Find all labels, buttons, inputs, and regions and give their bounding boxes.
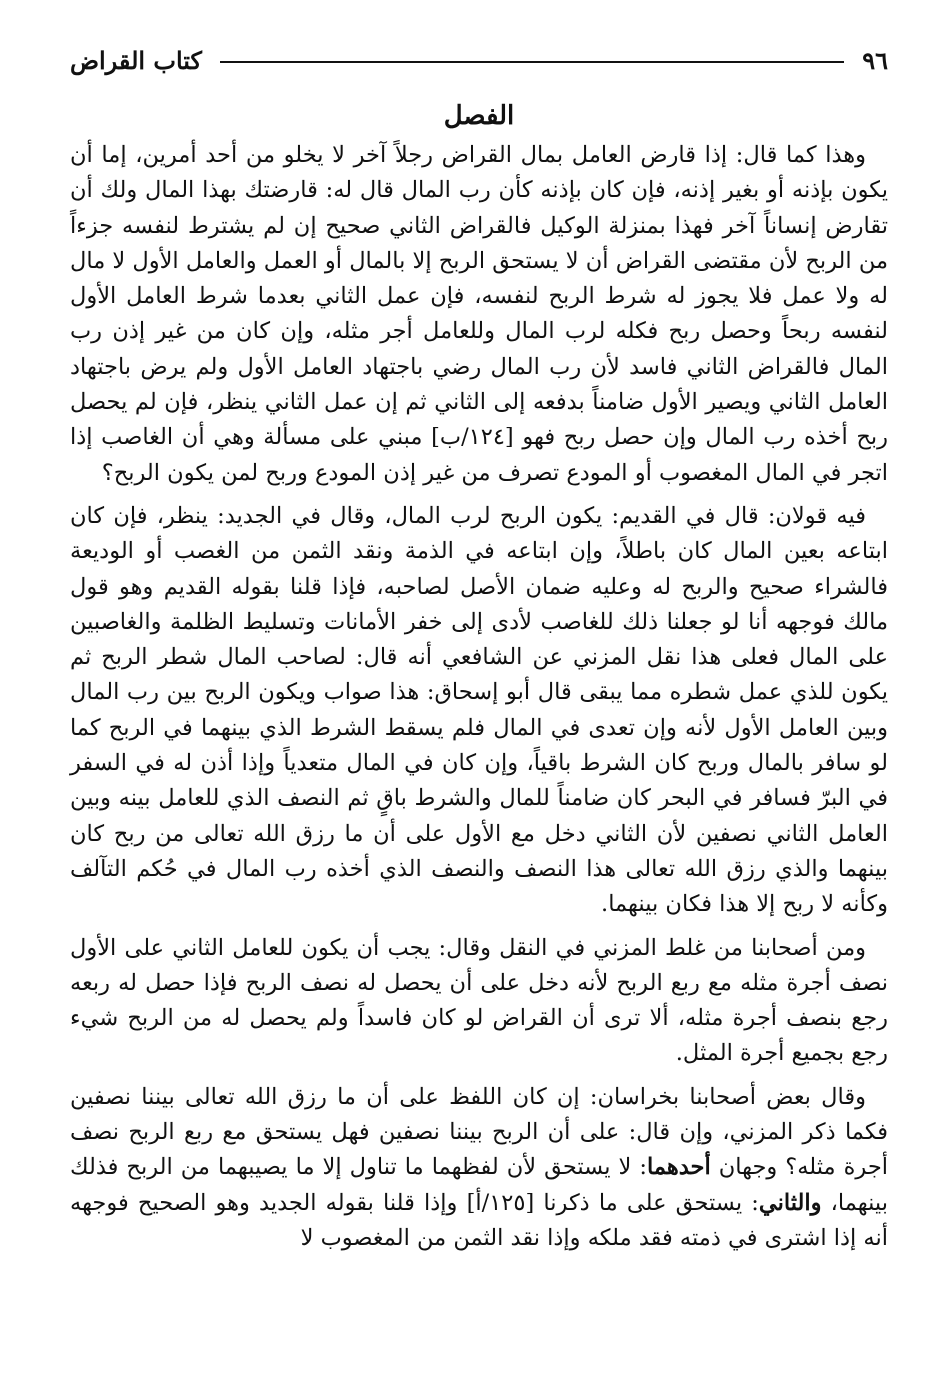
page-header — [70, 40, 888, 80]
paragraph-3: ومن أصحابنا من غلط المزني في النقل وقال: يجب أن يكون للعامل الثاني على الأول نصف أجرة مثله مع ربع الربح لأنه دخل على أن يحصل له نصف الربح فإذا حصل له ربعه رجع بنصف أجرة مثله، ألا ترى أن القراض لو كان فاسداً ولم يحصل له من الربح شيء رجع بجميع أجرة المثل. — [70, 934, 888, 1067]
paragraph-4-middle: : لا يستحق لأن لفظهما ما تناول إلا ما يصيبهما من الربح فذلك بينهما، — [70, 1154, 888, 1216]
paragraph-4-first-view: أحدهما — [647, 1154, 711, 1181]
paragraph-2: فيه قولان: قال في القديم: يكون الربح لرب المال، وقال في الجديد: ينظر، فإن كان ابتاعه بعين المال كان باطلاً، وإن ابتاعه في الذمة ونقد الثمن من الغصب أو الوديعة فالشراء صحيح والربح له وعليه ضمان الأصل لصاحبه، فإذا قلنا بقوله القديم وهو قول مالك فوجهه أنا لو جعلنا ذلك للغاصب لأدى إلى خفر الأمانات وتسليط الظلمة والغاصبين على المال فعلى هذا نقل المزني عن الشافعي أنه قال: لصاحب المال شطر الربح ثم يكون للذي عمل شطره مما يبقى قال أبو إسحاق: هذا صواب ويكون الربح بين رب المال وبين العامل الأول لأنه وإن تعدى في المال فلم يسقط الشرط الذي بينهما في الربح كما لو سافر بالمال وربح كان الشرط باقياً، وإن كان في المال متعدياً وإذا أذن له في السفر في البرّ فسافر في البحر كان ضامناً للمال والشرط باقٍ ثم النصف الذي للعامل بينه وبين العامل الثاني نصفين لأن الثاني دخل مع الأول على أن ما رزق الله تعالى من ربح كان بينهما والذي رزق الله تعالى هذا النصف والنصف الذي أخذه رب المال في حُكم التآلف وكأنه لا ربح إلا هذا فكان بينهما. — [70, 502, 888, 918]
paragraph-4-end: : يستحق على ما ذكرنا [١٢٥/أ] وإذا قلنا بقوله الجديد وهو الصحيح فوجهه أنه إذا اشترى في ذمته فقد ملكه وإذا نقد الثمن من المغصوب لا — [70, 1189, 888, 1251]
paragraph-4-start: وقال بعض أصحابنا بخراسان: إن كان اللفظ على أن ما رزق الله تعالى بيننا نصفين فكما ذكر المزني، وإن قال: على أن الربح بيننا نصفين فهل يستحق مع ربع الربح نصف أجرة مثله؟ وجهان — [70, 1083, 888, 1181]
paragraph-4-second-view: والثاني — [758, 1189, 822, 1216]
paragraph-1: وهذا كما قال: إذا قارض العامل بمال القراض رجلاً آخر لا يخلو من أحد أمرين، إما أن يكون بإذنه أو بغير إذنه، فإن كان بإذنه كأن رب المال قال له: قارضتك بهذا المال ولك أن تقارض إنساناً آخر فهذا بمنزلة الوكيل فالقراض الثاني صحيح إن لم يشترط لنفسه جزءاً من الربح لأن مقتضى القراض أن لا يستحق الربح إلا بالمال أو العمل والعامل الأول لا مال له ولا عمل فلا يجوز له شرط الربح لنفسه، فإن عمل الثاني بعدما شرط العامل الأول لنفسه ربحاً وحصل ربح فكله لرب المال وللعامل أجر مثله، وإن كان من غير إذن رب المال فالقراض الثاني فاسد لأن رب المال رضي باجتهاد العامل الأول ولم يرض باجتهاد العامل الثاني ويصير الأول ضامناً بدفعه إلى الثاني ثم إن عمل الثاني ينظر، فإن لم يحصل ربح أخذه رب المال وإن حصل ربح فهو [١٢٤/ب] مبني على مسألة وهي أن الغاصب إذا اتجر في المال المغصوب أو المودع تصرف من غير إذن المودع وربح لمن يكون الربح؟ — [70, 142, 889, 486]
section-heading: الفصل — [443, 101, 515, 131]
page-number: ٩٦ — [862, 45, 888, 75]
running-title: كتاب القراض — [70, 45, 202, 75]
body-text — [70, 138, 888, 1256]
paragraph-4 — [70, 1080, 888, 1256]
header-rule — [220, 61, 844, 63]
